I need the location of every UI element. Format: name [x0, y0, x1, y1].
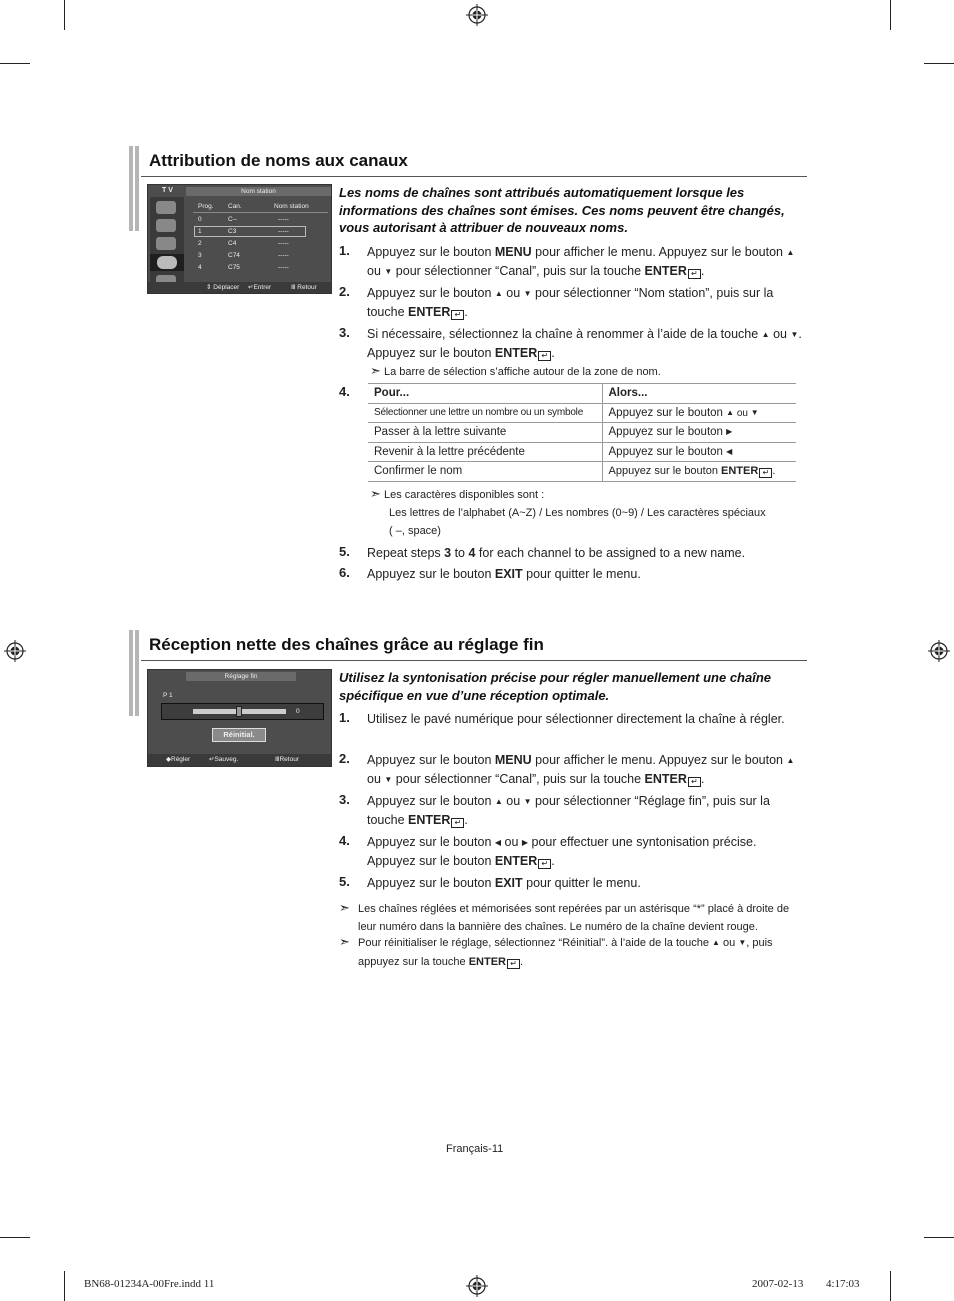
table-row — [368, 403, 796, 423]
crop-mark — [64, 1271, 65, 1301]
rename-table — [368, 383, 796, 482]
step-number: 3. — [339, 325, 350, 340]
step-5 — [339, 875, 804, 893]
enter-key-icon: ↵ — [688, 269, 701, 279]
can: C3 — [228, 228, 237, 235]
text: ou — [367, 771, 385, 786]
table-cell — [602, 423, 796, 443]
step-3 — [339, 326, 804, 362]
text: , puis appuyez sur la touche — [358, 937, 773, 968]
text: Pour réinitialiser le réglage, sélectionnez “Réinitial”. à l’aide de la touche — [358, 937, 713, 949]
step-1 — [339, 244, 804, 281]
footer-adjust-label: Régler — [171, 756, 191, 763]
fine-tune-note-2 — [339, 934, 805, 971]
text: ou — [734, 407, 751, 419]
enter-key: ENTER — [408, 304, 451, 319]
exit-key: EXIT — [494, 567, 523, 581]
screen-header — [186, 672, 296, 681]
channel-row-selected — [194, 226, 306, 237]
note-line — [370, 485, 766, 504]
step-2 — [339, 752, 804, 789]
reset-label: Réinitial. — [223, 730, 255, 739]
tv-menu-screenshot — [147, 184, 332, 294]
step-number: 6. — [339, 565, 350, 580]
footer-date-info: 2007-02-13 ￿￿ 4:17:03 — [752, 1278, 860, 1290]
table-cell: Revenir à la lettre précédente — [368, 442, 602, 462]
step-number: 4. — [339, 833, 350, 848]
up-triangle-icon: ▲ — [712, 938, 720, 947]
footer-enter-label: Entrer — [253, 284, 272, 291]
text: Appuyez sur le bouton — [367, 567, 495, 581]
text: pour sélectionner “Nom station”, puis sur la touche — [367, 286, 774, 319]
note-line: ( –, space) — [389, 525, 441, 537]
text: pour afficher le menu. Appuyez sur le bouton — [531, 245, 787, 259]
text: pour quitter le menu. — [522, 567, 641, 581]
note-arrow-icon: ➣ — [339, 900, 350, 915]
table-row — [368, 423, 796, 443]
text: Appuyez sur le bouton — [608, 406, 727, 419]
tuning-value: 0 — [296, 708, 300, 715]
screen-footer — [148, 282, 331, 293]
text: Appuyez sur le bouton — [608, 426, 727, 439]
prog: 4 — [198, 264, 202, 271]
text: Appuyez sur le bouton — [367, 876, 495, 890]
down-triangle-icon: ▼ — [384, 774, 393, 784]
enter-key: ENTER — [468, 956, 506, 968]
step-text — [367, 545, 804, 563]
step-2 — [339, 285, 804, 321]
note-text: Les caractères disponibles sont : — [383, 489, 545, 501]
crop-mark — [0, 63, 30, 64]
right-triangle-icon: ▶ — [726, 427, 733, 437]
menu-icon-picture — [156, 201, 176, 214]
step-number: 1. — [339, 710, 350, 725]
text: . Appuyez sur le bouton — [367, 327, 802, 360]
footer-adjust: ◆Régler — [166, 756, 191, 763]
screen-header-label: Nom station — [241, 188, 276, 195]
table-cell: Passer à la lettre suivante — [368, 423, 602, 443]
text: ou — [502, 794, 524, 808]
footer-back-label: Retour — [297, 284, 317, 291]
text: ou — [719, 937, 739, 949]
step-4 — [339, 834, 804, 870]
registration-mark-icon — [928, 640, 950, 662]
enter-key: ENTER — [494, 345, 538, 360]
menu-key: MENU — [494, 753, 532, 767]
up-triangle-icon: ▲ — [494, 797, 503, 806]
step-5 — [339, 545, 804, 563]
text: to — [451, 546, 469, 560]
left-triangle-icon: ◀ — [726, 446, 733, 456]
footer-back-label: Retour — [279, 756, 299, 763]
text: Appuyez sur le bouton — [367, 286, 495, 300]
text: Appuyez sur le bouton — [608, 445, 727, 458]
menu-icon-setup — [156, 237, 176, 250]
enter-key-icon: ↵ — [538, 859, 551, 869]
step-text — [367, 566, 804, 584]
name: ----- — [278, 216, 289, 223]
crop-mark — [890, 1271, 891, 1301]
col-can: Can. — [228, 203, 242, 210]
step-number: 1. — [339, 243, 350, 258]
text: pour sélectionner “Canal”, puis sur la touche — [392, 263, 645, 278]
name: ----- — [278, 240, 289, 247]
section-rule — [141, 660, 807, 661]
enter-key-icon: ↵ — [759, 468, 772, 478]
text: Appuyez sur le bouton — [367, 835, 495, 849]
footer-back: Ⅲ Retour — [291, 284, 317, 291]
step-number: 2. — [339, 751, 350, 766]
note-text: La barre de sélection s’affiche autour de la zone de nom. — [383, 366, 661, 378]
crop-mark — [924, 63, 954, 64]
step-text: Si nécessaire, sélectionnez la chaîne à renommer à l’aide de la touche ▲ ou ▼. Appuyez sur le bouton ENTER ↵ . — [367, 327, 802, 360]
step-number: 5. — [339, 874, 350, 889]
tv-label: T V — [162, 187, 173, 194]
down-triangle-icon: ▼ — [790, 330, 799, 339]
text: Appuyez sur le bouton — [367, 245, 495, 259]
prog: 2 — [198, 240, 202, 247]
can: C4 — [228, 240, 237, 247]
down-triangle-icon: ▼ — [750, 407, 759, 417]
text: Appuyez sur le bouton — [367, 794, 495, 808]
table-cell: Appuyez sur le bouton ENTER ↵ . — [602, 462, 796, 482]
enter-key: ENTER — [408, 812, 451, 827]
section-accent-bar — [129, 146, 133, 231]
text: pour sélectionner “Réglage fin”, puis sur la touche — [367, 794, 770, 827]
text: for each channel to be assigned to a new name. — [475, 546, 746, 560]
footer-file-info: BN68-01234A-00Fre.indd 11 — [84, 1278, 215, 1290]
note-arrow-icon: ➣ — [339, 934, 350, 949]
step-1 — [339, 711, 804, 729]
can: C74 — [228, 252, 240, 259]
characters-note — [370, 485, 766, 540]
text: ou — [769, 327, 791, 341]
col-name: Nom station — [274, 203, 309, 210]
name: ----- — [278, 228, 289, 235]
screen-divider — [193, 212, 328, 213]
col-prog: Prog. — [198, 203, 214, 210]
table-cell: Sélectionner une lettre un nombre ou un symbole — [368, 403, 602, 423]
text: Repeat steps — [367, 546, 445, 560]
prog: 1 — [198, 228, 202, 235]
table-cell — [602, 403, 796, 423]
prog: 0 — [198, 216, 202, 223]
down-triangle-icon: ▼ — [523, 797, 532, 806]
screen-header — [186, 187, 331, 196]
step-number: 2. — [339, 284, 350, 299]
note-arrow-icon: ➣ — [370, 363, 381, 378]
crop-mark — [64, 0, 65, 30]
registration-mark-icon — [466, 1275, 488, 1297]
step-text — [367, 875, 804, 893]
can: C75 — [228, 264, 240, 271]
footer-move-label: Déplacer — [213, 284, 240, 291]
prog-label: P 1 — [163, 692, 173, 699]
step-number: 3. — [339, 792, 350, 807]
enter-key-icon: ↵ — [507, 959, 520, 969]
page-number: Français-11 — [446, 1143, 504, 1155]
footer-save-label: Sauveg. — [214, 756, 239, 763]
footer-move: ⇕ Déplacer — [206, 284, 240, 291]
down-triangle-icon: ▼ — [738, 938, 747, 947]
table-cell: Confirmer le nom — [368, 462, 602, 482]
note-text: Les chaînes réglées et mémorisées sont repérées par un astérisque “*” placé à droite de leur numéro dans la bannière des chaînes. Le numéro de la chaîne devient rouge. — [358, 903, 790, 933]
up-triangle-icon: ▲ — [761, 330, 770, 339]
fine-tune-screenshot — [147, 669, 332, 767]
text: pour effectuer une syntonisation précise. Appuyez sur le bouton — [367, 835, 757, 868]
left-triangle-icon: ◀ — [494, 838, 502, 847]
registration-mark-icon — [4, 640, 26, 662]
step-3 — [339, 793, 804, 829]
menu-icon-channel-active — [150, 254, 184, 271]
table-header-row — [368, 384, 796, 404]
enter-key-icon: ↵ — [688, 777, 701, 787]
note-text: Pour réinitialiser le réglage, sélectionnez “Réinitial”. à l’aide de la touche ▲ ou ▼, puis appuyez sur la touche ENTER ↵ . — [358, 934, 805, 971]
step-text: Appuyez sur le bouton ▲ ou ▼ pour sélectionner “Réglage fin”, puis sur la touche ENTER ↵ . — [367, 794, 770, 827]
text: Appuyez sur le bouton — [367, 753, 495, 767]
up-triangle-icon: ▲ — [726, 407, 735, 417]
footer-back: ⅢRetour — [275, 756, 299, 763]
section-rule — [141, 176, 807, 177]
section-accent-bar — [129, 630, 133, 716]
footer-enter: ↵Entrer — [248, 284, 272, 291]
step-number: 5. — [339, 544, 350, 559]
enter-key-icon: ↵ — [451, 310, 464, 320]
step-text: Appuyez sur le bouton MENU pour afficher le menu. Appuyez sur le bouton ▲ ou ▼ pour sélectionner “Canal”, puis sur la touche ENTER ↵ . — [367, 752, 804, 789]
section-title: Réception nette des chaînes grâce au réglage fin — [149, 635, 544, 654]
screen-sidebar — [150, 197, 184, 289]
footer-save: ↵Sauveg. — [209, 756, 239, 763]
section-intro: Les noms de chaînes sont attribués automatiquement lorsque les informations des chaînes sont émises. Ces noms peuvent être changés, vous autorisant à attribuer de nouveaux noms. — [339, 185, 785, 235]
note-line: Les lettres de l’alphabet (A~Z) / Les nombres (0~9) / Les caractères spéciaux — [389, 507, 766, 519]
enter-key: ENTER — [644, 263, 687, 278]
up-triangle-icon: ▲ — [494, 289, 503, 298]
fine-tune-note-1 — [339, 900, 805, 936]
step-6 — [339, 566, 804, 584]
crop-mark — [924, 1237, 954, 1238]
enter-key-icon: ↵ — [451, 818, 464, 828]
can: C-- — [228, 216, 238, 223]
enter-key: ENTER — [721, 464, 759, 477]
menu-icon-sound — [156, 219, 176, 232]
step-text: Appuyez sur le bouton ▲ ou ▼ pour sélectionner “Nom station”, puis sur la touche ENTER ↵ . — [367, 286, 774, 319]
text: pour quitter le menu. — [522, 876, 641, 890]
down-triangle-icon: ▼ — [523, 289, 532, 298]
enter-key: ENTER — [494, 853, 538, 868]
name: ----- — [278, 264, 289, 271]
text: ou — [502, 286, 524, 300]
text: ou — [501, 835, 522, 849]
step-text: Appuyez sur le bouton ◀ ou ▶ pour effectuer une syntonisation précise. Appuyez sur le bouton ENTER ↵ . — [367, 835, 757, 868]
enter-key: ENTER — [644, 771, 687, 786]
section-accent-bar — [135, 146, 139, 231]
tuning-slider-thumb — [236, 706, 242, 717]
screen-header-label: Réglage fin — [224, 673, 258, 680]
text: pour afficher le menu. Appuyez sur le bouton — [531, 753, 787, 767]
screen-footer — [148, 754, 331, 766]
prog: 3 — [198, 252, 202, 259]
up-triangle-icon: ▲ — [786, 756, 795, 765]
table-row — [368, 442, 796, 462]
text: pour sélectionner “Canal”, puis sur la touche — [392, 771, 645, 786]
text: 3 — [444, 546, 452, 560]
reset-button — [212, 728, 266, 742]
crop-mark — [0, 1237, 30, 1238]
table-row — [368, 462, 796, 482]
crop-mark — [890, 0, 891, 30]
section-title: Attribution de noms aux canaux — [149, 151, 408, 170]
right-triangle-icon: ▶ — [521, 838, 529, 847]
table-header: Alors... — [602, 384, 796, 404]
text: ou — [367, 263, 385, 278]
table-cell — [602, 442, 796, 462]
down-triangle-icon: ▼ — [384, 266, 393, 276]
text: Appuyez sur le bouton — [608, 464, 722, 477]
name: ----- — [278, 252, 289, 259]
registration-mark-icon — [466, 4, 488, 26]
text: Si nécessaire, sélectionnez la chaîne à renommer à l’aide de la touche — [367, 327, 762, 341]
enter-key-icon: ↵ — [538, 351, 551, 361]
table-header: Pour... — [368, 384, 602, 404]
step-number: 4. — [339, 384, 350, 399]
menu-key: MENU — [494, 245, 532, 259]
text: 4 — [468, 546, 476, 560]
step-text: Utilisez le pavé numérique pour sélectionner directement la chaîne à régler. — [367, 712, 785, 726]
step-text: Appuyez sur le bouton MENU pour afficher le menu. Appuyez sur le bouton ▲ ou ▼ pour sélectionner “Canal”, puis sur la touche ENTER ↵ . — [367, 244, 804, 281]
up-triangle-icon: ▲ — [786, 248, 795, 257]
section-accent-bar — [135, 630, 139, 716]
exit-key: EXIT — [494, 876, 523, 890]
note-arrow-icon: ➣ — [370, 486, 381, 501]
section-intro: Utilisez la syntonisation précise pour régler manuellement une chaîne spécifique en vue d’une réception optimale. — [339, 670, 772, 703]
step-3-note — [370, 362, 661, 381]
